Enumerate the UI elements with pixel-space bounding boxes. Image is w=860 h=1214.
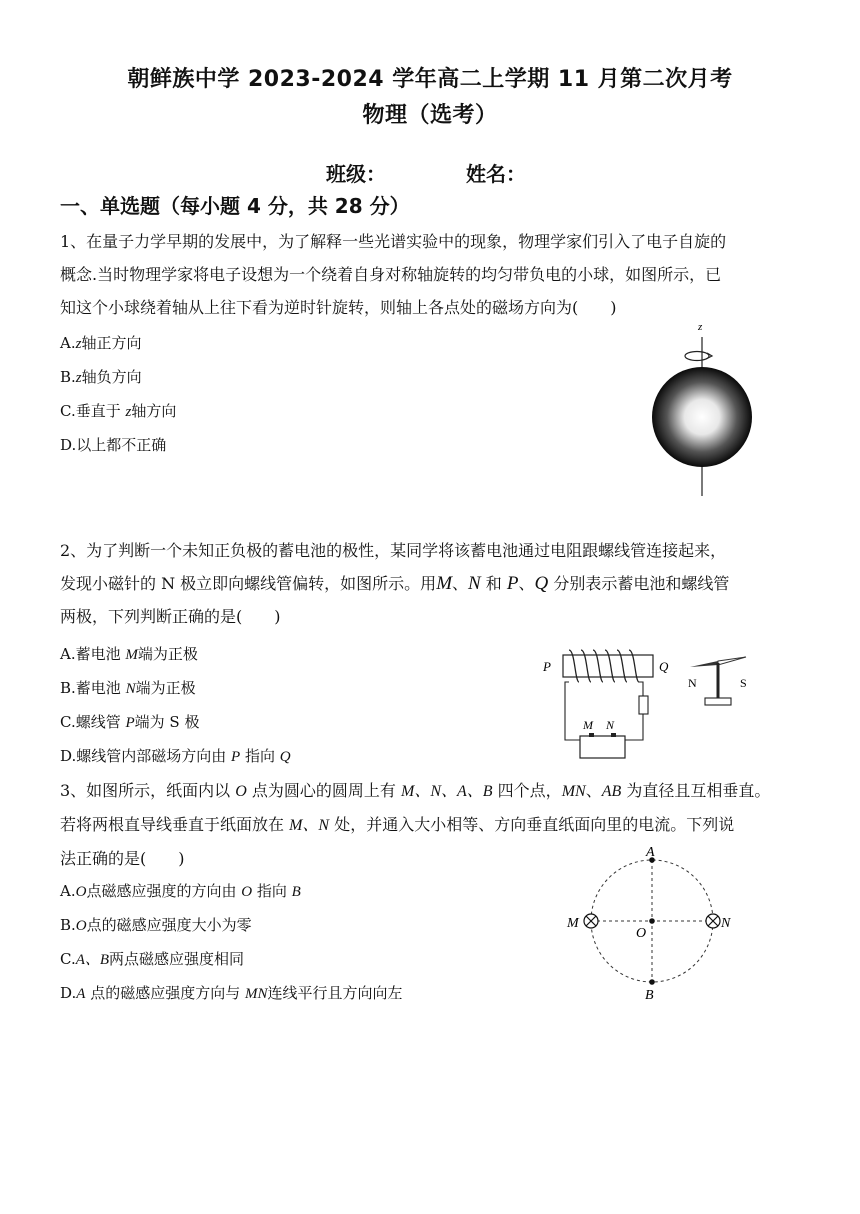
needle-S-label: S bbox=[740, 676, 747, 690]
rotation-arrow-icon bbox=[685, 352, 709, 361]
resistor bbox=[639, 696, 648, 714]
q3-option-d[interactable]: D.A 点的磁感应强度方向与 MN连线平行且方向向左 bbox=[60, 984, 403, 1002]
q3-line-1: 3、如图所示，纸面内以 O 点为圆心的圆周上有 M、N、A、B 四个点，MN、AB 为直径且互相垂直。 bbox=[60, 781, 771, 800]
label-B: B bbox=[645, 988, 654, 1003]
needle-N-label: N bbox=[688, 676, 697, 690]
q2-option-a[interactable]: A.蓄电池 M端为正极 bbox=[60, 645, 198, 663]
q3-option-a[interactable]: A.O点磁感应强度的方向由 O 指向 B bbox=[60, 882, 301, 900]
section-heading: 一、单选题（每小题 4 分，共 28 分） bbox=[60, 194, 410, 218]
needle-north bbox=[690, 661, 718, 667]
circle-wires-figure bbox=[560, 840, 750, 1005]
solenoid-P-label: P bbox=[543, 659, 551, 674]
battery bbox=[580, 736, 625, 758]
q2-option-b[interactable]: B.蓄电池 N端为正极 bbox=[60, 679, 196, 697]
q3-line-3: 法正确的是( ) bbox=[60, 849, 185, 868]
q1-line-2: 概念.当时物理学家将电子设想为一个绕着自身对称轴旋转的均匀带负电的小球，如图所示，已 bbox=[60, 265, 722, 284]
class-label: 班级： bbox=[326, 162, 386, 186]
point-O bbox=[649, 918, 655, 924]
label-N: N bbox=[721, 916, 731, 931]
question-2-stem bbox=[60, 534, 795, 633]
q3-option-c[interactable]: C.A、B两点磁感应强度相同 bbox=[60, 950, 245, 968]
q1-line-3: 知这个小球绕着轴从上往下看为逆时针旋转，则轴上各点处的磁场方向为( ) bbox=[60, 298, 617, 317]
q2-line-1: 2、为了判断一个未知正负极的蓄电池的极性，某同学将该蓄电池通过电阻跟螺线管连接起来， bbox=[60, 541, 727, 560]
question-1-stem bbox=[60, 225, 795, 324]
q2-option-d[interactable]: D.螺线管内部磁场方向由 P 指向 Q bbox=[60, 747, 291, 765]
solenoid-Q-label: Q bbox=[659, 659, 669, 674]
needle-base bbox=[705, 698, 731, 705]
exam-title: 朝鲜族中学 2023-2024 学年高二上学期 11 月第二次月考 bbox=[127, 67, 733, 92]
label-M: M bbox=[567, 916, 579, 931]
point-B bbox=[649, 979, 655, 985]
name-label: 姓名： bbox=[466, 162, 526, 186]
wire-left bbox=[565, 682, 580, 740]
q2-line-2: 发现小磁针的 N 极立即向螺线管偏转，如图所示。用M、N 和 P、Q 分别表示蓄电池和螺线管 bbox=[60, 573, 730, 594]
z-axis-label: z bbox=[698, 321, 703, 333]
wire-M-current-in-icon bbox=[584, 914, 598, 928]
battery-N-label: N bbox=[606, 718, 615, 732]
wire-N-current-in-icon bbox=[706, 914, 720, 928]
q3-option-b[interactable]: B.O点的磁感应强度大小为零 bbox=[60, 916, 252, 934]
q1-option-a[interactable]: A.z轴正方向 bbox=[60, 334, 142, 352]
spinning-sphere-figure bbox=[640, 315, 770, 505]
q2-option-c[interactable]: C.螺线管 P端为 S 极 bbox=[60, 713, 200, 731]
needle-south bbox=[718, 657, 746, 665]
solenoid-circuit-figure bbox=[535, 640, 790, 765]
label-A: A bbox=[646, 845, 655, 860]
q2-line-3: 两极，下列判断正确的是( ) bbox=[60, 607, 281, 626]
q1-option-d[interactable]: D.以上都不正确 bbox=[60, 436, 167, 454]
q1-line-1: 1、在量子力学早期的发展中，为了解释一些光谱实验中的现象，物理学家们引入了电子自旋的 bbox=[60, 232, 727, 251]
wire-right-top bbox=[639, 682, 643, 696]
q1-option-c[interactable]: C.垂直于 z轴方向 bbox=[60, 402, 177, 420]
label-O: O bbox=[636, 926, 647, 941]
q3-line-2: 若将两根直导线垂直于纸面放在 M、N 处，并通入大小相等、方向垂直纸面向里的电流。下列说 bbox=[60, 815, 735, 834]
q1-option-b[interactable]: B.z轴负方向 bbox=[60, 368, 142, 386]
battery-M-label: M bbox=[583, 718, 593, 732]
charged-sphere bbox=[652, 367, 752, 467]
exam-subtitle: 物理（选考） bbox=[362, 103, 498, 128]
